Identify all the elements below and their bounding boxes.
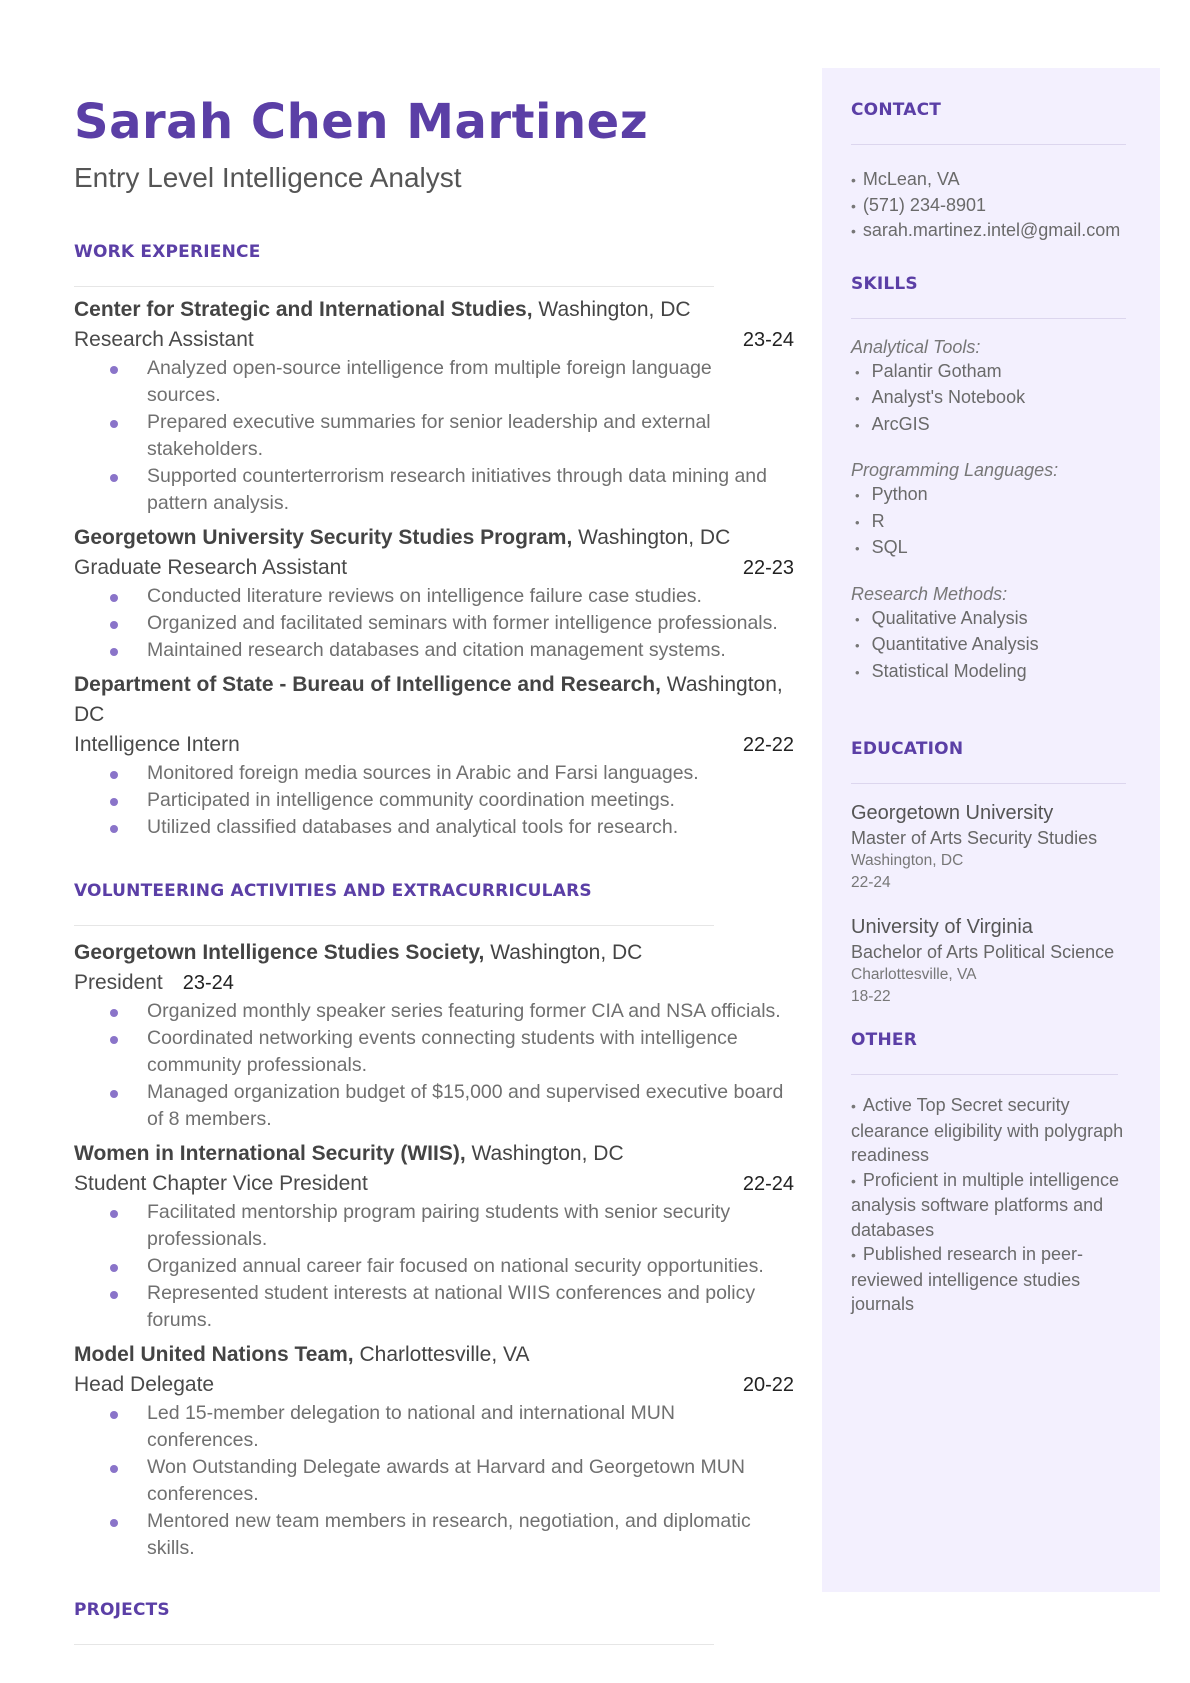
candidate-name: Sarah Chen Martinez: [74, 94, 649, 150]
bullet-item: Organized and facilitated seminars with former intelligence professionals.: [110, 610, 794, 637]
projects-heading: PROJECTS: [74, 1600, 170, 1621]
bullet-dot-icon: [110, 1465, 118, 1473]
role-date: 23-24: [742, 329, 794, 352]
skill-item: • Qualitative Analysis: [855, 607, 1028, 628]
bullet-icon: •: [855, 611, 860, 627]
organization-name: Center for Strategic and International Studies,: [74, 298, 533, 322]
bullet-icon: •: [855, 417, 860, 433]
entry-organization: [74, 1340, 794, 1370]
entry-organization: [74, 670, 794, 730]
role-date: 22-22: [742, 734, 794, 757]
education-item: [851, 800, 1126, 894]
section-divider: [851, 318, 1126, 319]
bullet-item: Conducted literature reviews on intelligence failure case studies.: [110, 583, 794, 610]
skill-group: [851, 335, 1126, 439]
skill-item: • SQL: [855, 537, 908, 557]
bullet-item: Monitored foreign media sources in Arabic and Farsi languages.: [110, 760, 794, 787]
bullet-dot-icon: [110, 1090, 118, 1098]
volunteer-entry: [74, 1340, 794, 1562]
bullet-item: Prepared executive summaries for senior leadership and external stakeholders.: [110, 409, 794, 463]
role-date: 22-23: [742, 557, 794, 580]
bullet-icon: •: [851, 1098, 856, 1114]
bullet-dot-icon: [110, 798, 118, 806]
section-divider: [74, 286, 714, 287]
bullet-item: Organized monthly speaker series featuring former CIA and NSA officials.: [110, 998, 794, 1025]
education-heading: EDUCATION: [851, 739, 964, 759]
skill-item: • ArcGIS: [855, 413, 930, 434]
bullet-dot-icon: [110, 771, 118, 779]
role-title: Student Chapter Vice President: [74, 1172, 368, 1196]
entry-organization: [74, 1139, 794, 1169]
school-location: Washington, DC: [851, 852, 964, 869]
contact-location: • McLean, VA: [851, 169, 960, 189]
bullet-list: [74, 760, 794, 841]
bullet-item: Maintained research databases and citation management systems.: [110, 637, 794, 664]
entry-role-row: [74, 1169, 794, 1199]
entry-role-row: [74, 1370, 794, 1400]
other-heading: OTHER: [851, 1030, 917, 1050]
bullet-icon: •: [855, 364, 860, 380]
bullet-dot-icon: [110, 366, 118, 374]
section-divider: [74, 1644, 714, 1645]
bullet-icon: •: [851, 1172, 856, 1189]
role-date: 22-24: [742, 1173, 794, 1196]
organization-location: Washington, DC: [74, 673, 783, 727]
work-entry: [74, 523, 794, 664]
organization-name: Department of State - Bureau of Intelligence and Research,: [74, 673, 661, 697]
education-date: 22-24: [851, 874, 891, 891]
bullet-icon: •: [851, 197, 856, 214]
section-divider: [851, 783, 1126, 784]
bullet-dot-icon: [110, 621, 118, 629]
entry-role-row: [74, 325, 794, 355]
other-item: • Active Top Secret security clearance eligibility with polygraph readiness: [851, 1095, 1124, 1165]
organization-location: Washington, DC: [572, 526, 731, 550]
skill-item: • Python: [855, 484, 928, 504]
bullet-icon: •: [851, 1247, 856, 1263]
work-entry: [74, 670, 794, 841]
school-location: Charlottesville, VA: [851, 966, 977, 983]
bullet-dot-icon: [110, 420, 118, 428]
entry-role-row: [74, 968, 794, 998]
skill-group: [851, 582, 1126, 686]
bullet-dot-icon: [110, 1291, 118, 1299]
bullet-icon: •: [855, 664, 860, 680]
bullet-dot-icon: [110, 1210, 118, 1218]
section-divider: [74, 925, 714, 926]
other-item: • Published research in peer-reviewed intelligence studies journals: [851, 1244, 1084, 1314]
bullet-list: [74, 1400, 794, 1562]
volunteering-heading: VOLUNTEERING ACTIVITIES AND EXTRACURRICULARS: [74, 881, 592, 902]
bullet-dot-icon: [110, 648, 118, 656]
contact-email[interactable]: • sarah.martinez.intel@gmail.com: [851, 220, 1121, 240]
education-item: [851, 914, 1126, 1008]
skill-item: • Quantitative Analysis: [855, 634, 1039, 654]
bullet-list: [74, 583, 794, 664]
bullet-item: Facilitated mentorship program pairing students with senior security professionals.: [110, 1199, 794, 1253]
role-title: Research Assistant: [74, 328, 254, 352]
school-name: Georgetown University: [851, 802, 1054, 824]
section-divider: [851, 144, 1126, 145]
bullet-dot-icon: [110, 1036, 118, 1044]
organization-name: Model United Nations Team,: [74, 1343, 354, 1367]
bullet-item: Utilized classified databases and analytical tools for research.: [110, 814, 794, 841]
skill-category: Programming Languages:: [851, 460, 1059, 480]
bullet-item: Analyzed open-source intelligence from multiple foreign language sources.: [110, 355, 794, 409]
skills-heading: SKILLS: [851, 273, 918, 294]
bullet-item: Organized annual career fair focused on national security opportunities.: [110, 1253, 794, 1280]
other-list: [851, 1093, 1126, 1317]
volunteer-entry: [74, 938, 794, 1133]
organization-location: Washington, DC: [532, 298, 691, 322]
bullet-icon: •: [855, 391, 860, 406]
work-entry: [74, 295, 794, 517]
contact-heading: CONTACT: [851, 100, 942, 120]
skill-category: Analytical Tools:: [851, 336, 981, 357]
entry-organization: [74, 938, 794, 968]
volunteer-entries: [74, 938, 794, 1562]
bullet-item: Supported counterterrorism research initiatives through data mining and pattern analysis.: [110, 463, 794, 517]
work-experience-heading: WORK EXPERIENCE: [74, 242, 261, 263]
section-divider: [851, 1074, 1118, 1075]
bullet-icon: •: [855, 488, 860, 503]
bullet-dot-icon: [110, 474, 118, 482]
entry-role-row: [74, 730, 794, 760]
skills-groups: [851, 335, 1126, 686]
bullet-icon: •: [851, 223, 856, 239]
organization-name: Georgetown Intelligence Studies Society,: [74, 941, 485, 965]
organization-name: Georgetown University Security Studies Program,: [74, 526, 573, 550]
job-title: Entry Level Intelligence Analyst: [74, 162, 462, 194]
skill-group: [851, 458, 1126, 562]
bullet-item: Managed organization budget of $15,000 and supervised executive board of 8 members.: [110, 1079, 794, 1133]
bullet-icon: •: [855, 514, 860, 530]
entry-organization: [74, 523, 794, 553]
bullet-icon: •: [855, 638, 860, 653]
bullet-dot-icon: [110, 1519, 118, 1527]
role-title: Head Delegate: [74, 1373, 215, 1397]
education-date: 18-22: [851, 988, 891, 1005]
bullet-icon: •: [851, 172, 856, 188]
other-item: • Proficient in multiple intelligence analysis software platforms and databases: [851, 1169, 1120, 1240]
entry-role-row: [74, 553, 794, 583]
bullet-item: Won Outstanding Delegate awards at Harvard and Georgetown MUN conferences.: [110, 1454, 794, 1508]
sidebar: [822, 68, 1160, 1592]
school-name: University of Virginia: [851, 916, 1033, 938]
bullet-item: Mentored new team members in research, negotiation, and diplomatic skills.: [110, 1508, 794, 1562]
role-title: Intelligence Intern: [74, 733, 240, 757]
skill-category: Research Methods:: [851, 583, 1008, 604]
bullet-icon: •: [855, 541, 860, 556]
role-title: Graduate Research Assistant: [74, 556, 348, 580]
degree: Bachelor of Arts Political Science: [851, 942, 1115, 962]
work-entries: [74, 295, 794, 841]
bullet-list: [74, 1199, 794, 1334]
contact-list: [851, 167, 1126, 244]
skill-item: • Analyst's Notebook: [855, 387, 1026, 407]
bullet-list: [74, 355, 794, 517]
bullet-dot-icon: [110, 825, 118, 833]
bullet-item: Represented student interests at national WIIS conferences and policy forums.: [110, 1280, 794, 1334]
contact-phone: • (571) 234-8901: [851, 194, 986, 215]
main-column: [74, 95, 794, 1645]
organization-location: Charlottesville, VA: [353, 1343, 530, 1367]
role-date: 20-22: [742, 1374, 794, 1397]
bullet-dot-icon: [110, 1009, 118, 1017]
role-date: 23-24: [182, 972, 234, 995]
organization-location: Washington, DC: [484, 941, 643, 965]
organization-location: Washington, DC: [465, 1142, 624, 1166]
skill-item: • Palantir Gotham: [855, 360, 1002, 381]
degree: Master of Arts Security Studies: [851, 828, 1098, 848]
bullet-dot-icon: [110, 1264, 118, 1272]
bullet-list: [74, 998, 794, 1133]
bullet-item: Participated in intelligence community coordination meetings.: [110, 787, 794, 814]
bullet-dot-icon: [110, 594, 118, 602]
skill-item: • Statistical Modeling: [855, 660, 1027, 681]
role-title: President: [74, 971, 163, 995]
organization-name: Women in International Security (WIIS),: [74, 1142, 466, 1166]
bullet-item: Coordinated networking events connecting students with intelligence community professionals.: [110, 1025, 794, 1079]
bullet-dot-icon: [110, 1411, 118, 1419]
bullet-item: Led 15-member delegation to national and international MUN conferences.: [110, 1400, 794, 1454]
skill-item: • R: [855, 510, 885, 531]
entry-organization: [74, 295, 794, 325]
volunteer-entry: [74, 1139, 794, 1334]
